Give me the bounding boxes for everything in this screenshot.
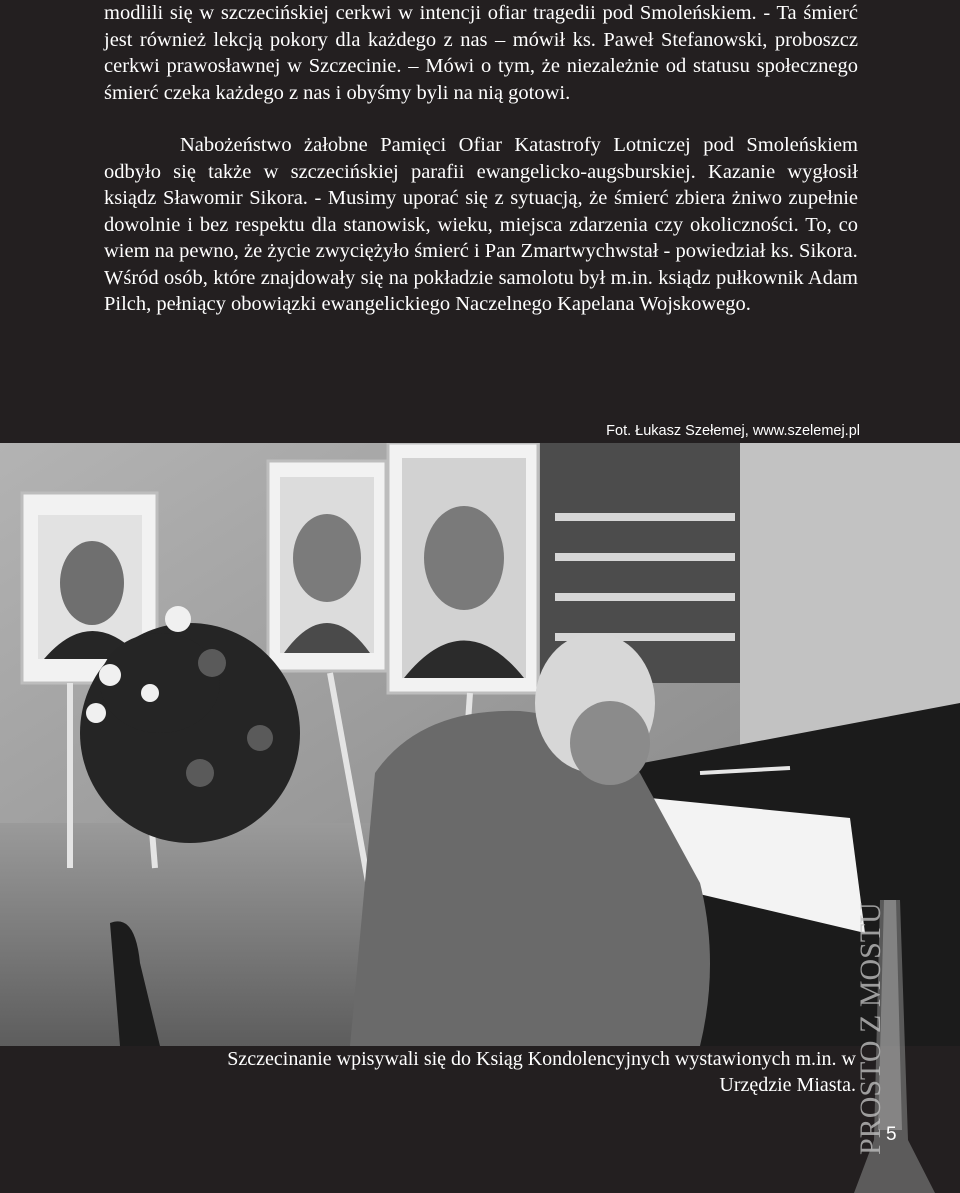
photo-credit: Fot. Łukasz Szełemej, www.szelemej.pl <box>606 423 860 439</box>
paragraph-1: modlili się w szczecińskiej cerkwi w intencji ofiar tragedii pod Smoleńskiem. - Ta śmierć jest również lekcją pokory dla każdego z nas – mówił ks. Paweł Stefanowski, proboszcz cerkwi prawosławnej w Szczecinie. – Mówi o tym, że niezależnie od statusu społecznego śmierć czeka każdego z nas i obyśmy byli na nią gotowi. <box>104 2 858 104</box>
condolence-photo <box>0 443 960 1046</box>
article-body <box>104 0 858 318</box>
brand-vertical-text: PROSTO Z MOSTU <box>854 902 887 1155</box>
page-number: 5 <box>886 1124 897 1145</box>
photo-illustration <box>0 443 960 1046</box>
paragraph-3: Wśród osób, które znajdowały się na pokładzie samolotu był m.in. ksiądz pułkownik Adam Pilch, pełniący obowiązki ewangelickiego Naczelnego Kapelana Wojskowego. <box>104 266 858 315</box>
photo-caption: Szczecinanie wpisywali się do Ksiąg Kondolencyjnych wystawionych m.in. w Urzędzie Miasta. <box>227 1048 856 1096</box>
tower-logo-icon <box>850 900 940 1193</box>
paragraph-2: Nabożeństwo żałobne Pamięci Ofiar Katastrofy Lotniczej pod Smoleńskiem odbyło się także w szczecińskiej parafii ewangelicko-augsburskiej. Kazanie wygłosił ksiądz Sławomir Sikora. - Musimy uporać się z sytuacją, że śmierć zbiera żniwo zupełnie dowolnie i bez respektu dla stanowisk, wieku, miejsca zdarzenia czy okoliczności. To, co wiem na pewno, że życie zwyciężyło śmierć i Pan Zmartwychwstał - powiedział ks. Sikora. <box>104 134 858 262</box>
